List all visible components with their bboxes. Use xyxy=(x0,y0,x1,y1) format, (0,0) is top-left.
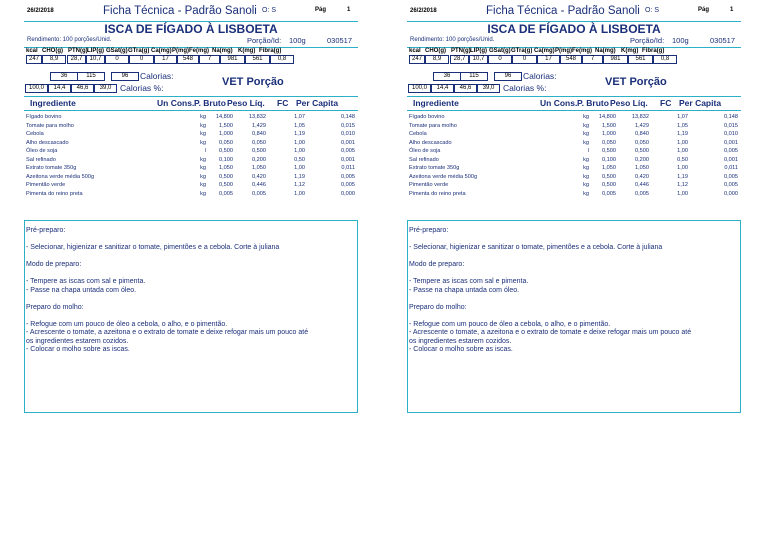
table-cell: 0,005 xyxy=(635,190,649,197)
table-cell: 1,05 xyxy=(294,122,305,129)
page-header xyxy=(407,5,741,22)
table-cell: 0,001 xyxy=(341,156,355,163)
print-date: 26/2/2018 xyxy=(27,8,54,14)
table-row xyxy=(24,182,358,190)
instruction-line: - Tempere as iscas com sal e pimenta. xyxy=(409,278,529,285)
nutrient-header: K(mg) xyxy=(621,48,639,54)
table-cell: 0,005 xyxy=(252,190,266,197)
nutrient-header: Fibra(g) xyxy=(259,48,282,54)
table-cell: 1,050 xyxy=(219,165,233,171)
table-cell: 1,19 xyxy=(294,173,305,180)
table-cell: 1,00 xyxy=(294,190,305,197)
table-row xyxy=(407,114,741,122)
table-cell: Extrato tomate 350g xyxy=(409,165,460,171)
table-cell: 0,500 xyxy=(219,182,233,188)
instruction-line: Modo de preparo: xyxy=(409,261,465,268)
table-cell: 1,500 xyxy=(602,122,616,129)
nutrient-value: 0 xyxy=(512,55,537,64)
nutrient-header: Fibra(g) xyxy=(642,48,665,54)
table-cell: 0,200 xyxy=(635,156,649,163)
instruction-line: - Passe na chapa untada com óleo. xyxy=(409,286,520,294)
calorie-percent-value: 14,4 xyxy=(48,84,71,93)
table-cell: Cebola xyxy=(26,131,44,137)
table-row xyxy=(24,174,358,182)
sheet-code: O: S xyxy=(645,7,660,14)
table-row xyxy=(24,165,358,173)
table-cell: Fígado bovino xyxy=(26,114,62,120)
vet-portion-label: VET Porção xyxy=(605,76,667,88)
instruction-line: Preparo do molho: xyxy=(409,303,467,311)
portion-label: Porção/Id: xyxy=(630,36,665,45)
table-cell: kg xyxy=(200,131,206,137)
table-cell: Pimenta do reino preta xyxy=(26,190,83,197)
table-row xyxy=(407,182,741,190)
table-cell: 0,005 xyxy=(602,190,616,197)
table-cell: 0,010 xyxy=(724,131,738,137)
table-cell: Alho descascado xyxy=(26,139,69,146)
table-cell: 0,050 xyxy=(252,139,266,146)
table-header: Un Cons. xyxy=(540,98,578,108)
nutrient-header: P(mg) xyxy=(172,48,189,54)
calorie-percent-value: 46,6 xyxy=(71,84,94,93)
table-cell: Cebola xyxy=(409,131,427,137)
nutrient-value: 247 xyxy=(26,55,42,64)
instruction-line: - Acrescente o tomate, a azeitona e o extrato de tomate e deixe refogar mais um pouco até xyxy=(409,329,692,336)
table-header: Ingrediente xyxy=(413,98,459,108)
recipe-title: ISCA DE FÍGADO À LISBOETA xyxy=(487,22,661,36)
table-cell: kg xyxy=(200,114,206,120)
instruction-line: Preparo do molho: xyxy=(26,303,84,311)
table-header: P. Bruto xyxy=(577,98,609,108)
table-cell: 0,50 xyxy=(677,156,688,163)
table-cell: 0,500 xyxy=(219,148,233,154)
calorie-value: 36 xyxy=(433,72,461,81)
table-header: Per Capita xyxy=(296,98,339,108)
nutrient-header: PTN(g) xyxy=(451,48,471,54)
table-cell: kg xyxy=(583,114,589,120)
calories-percent-label: Calorias %: xyxy=(503,83,547,93)
instruction-line: Pré-preparo: xyxy=(409,227,449,234)
table-cell: 0,148 xyxy=(341,114,355,120)
table-cell: 1,19 xyxy=(677,173,688,180)
table-cell: 13,832 xyxy=(631,114,649,120)
table-cell: kg xyxy=(583,182,589,188)
table-cell: Fígado bovino xyxy=(409,114,445,120)
table-header: Peso Líq. xyxy=(227,98,265,108)
table-cell: 0,011 xyxy=(724,165,738,171)
table-cell: 0,005 xyxy=(341,173,355,180)
table-cell: 0,446 xyxy=(252,182,266,188)
page-label: Pág xyxy=(315,7,327,13)
table-cell: 0,500 xyxy=(219,173,233,180)
calorie-percent-value: 46,6 xyxy=(454,84,477,93)
nutrient-value: 981 xyxy=(220,55,245,64)
table-cell: 1,12 xyxy=(294,182,305,188)
portion-value: 100g xyxy=(289,36,306,45)
table-cell: kg xyxy=(583,131,589,137)
nutrient-header: GTra(g) xyxy=(511,48,533,54)
divider xyxy=(407,96,741,97)
recipe-sheet-left xyxy=(24,5,358,411)
instructions-box xyxy=(407,220,741,413)
vet-portion-label: VET Porção xyxy=(222,76,284,88)
table-cell: Sal refinado xyxy=(26,156,56,163)
table-cell: kg xyxy=(200,156,206,163)
sheet-code: O: S xyxy=(262,7,277,14)
table-cell: kg xyxy=(200,165,206,171)
recipe-yield: Rendimento: 100 porções/Unid. xyxy=(27,37,112,43)
table-row xyxy=(24,131,358,139)
table-row xyxy=(24,191,358,199)
calories-label: Calorias: xyxy=(523,71,557,81)
nutrient-value: 247 xyxy=(409,55,425,64)
table-cell: 1,050 xyxy=(252,165,266,171)
table-cell: 1,05 xyxy=(677,122,688,129)
calorie-value: 115 xyxy=(77,72,105,81)
table-cell: Azeitona verde média 500g xyxy=(26,173,95,180)
nutrient-value: 981 xyxy=(603,55,628,64)
instruction-line: Pré-preparo: xyxy=(26,227,66,234)
table-cell: 0,148 xyxy=(724,114,738,120)
calorie-percent-value: 100,0 xyxy=(25,84,48,93)
table-cell: kg xyxy=(583,165,589,171)
table-cell: 0,005 xyxy=(724,182,738,188)
nutrient-value: 17 xyxy=(537,55,560,64)
instruction-line: - Acrescente o tomate, a azeitona e o extrato de tomate e deixe refogar mais um pouco até xyxy=(26,329,309,336)
table-cell: 0,840 xyxy=(252,131,266,137)
recipe-id: 030517 xyxy=(710,36,736,45)
nutrient-header: LIP(g) xyxy=(87,48,104,54)
table-header: FC xyxy=(277,98,289,108)
table-cell: kg xyxy=(200,190,206,197)
divider xyxy=(24,110,358,111)
table-cell: 0,015 xyxy=(341,122,355,129)
table-cell: 1,429 xyxy=(635,122,649,129)
table-cell: 0,001 xyxy=(724,156,738,163)
divider xyxy=(407,110,741,111)
table-cell: 0,500 xyxy=(602,182,616,188)
table-row xyxy=(407,165,741,173)
nutrient-value: 17 xyxy=(154,55,177,64)
table-cell: 0,015 xyxy=(724,122,738,129)
table-header: Ingrediente xyxy=(30,98,76,108)
table-cell: l xyxy=(204,148,206,154)
nutrient-header: Ca(mg) xyxy=(151,48,172,54)
table-cell: 0,100 xyxy=(219,156,233,163)
table-header: Per Capita xyxy=(679,98,722,108)
table-cell: 0,010 xyxy=(341,131,355,137)
instruction-line: os ingredientes estarem cozidos. xyxy=(409,337,512,345)
table-cell: 14,800 xyxy=(215,114,233,120)
calorie-percent-value: 39,0 xyxy=(94,84,117,93)
table-cell: 0,000 xyxy=(341,190,355,197)
nutrient-value: 28,7 xyxy=(67,55,86,64)
table-header: P. Bruto xyxy=(194,98,226,108)
table-cell: 1,00 xyxy=(677,190,688,197)
table-cell: 0,050 xyxy=(602,139,616,146)
table-row xyxy=(24,114,358,122)
calorie-value: 115 xyxy=(460,72,488,81)
sheet-title: Ficha Técnica - Padrão Sanoli xyxy=(103,5,257,17)
nutrient-header: Ca(mg) xyxy=(534,48,555,54)
table-cell: 1,00 xyxy=(677,148,688,154)
calorie-percent-value: 100,0 xyxy=(408,84,431,93)
table-row xyxy=(407,148,741,156)
table-row xyxy=(407,123,741,131)
nutrient-header: Fe(mg) xyxy=(572,48,592,54)
table-cell: Pimentão verde xyxy=(26,182,66,188)
instruction-line: os ingredientes estarem cozidos. xyxy=(26,337,129,345)
table-cell: Tomate para molho xyxy=(26,122,74,129)
nutrient-value: 548 xyxy=(560,55,582,64)
table-cell: 1,000 xyxy=(602,131,616,137)
table-cell: 0,000 xyxy=(724,190,738,197)
table-cell: 1,00 xyxy=(677,165,688,171)
nutrient-value: 10,7 xyxy=(469,55,488,64)
nutrient-header: CHO(g) xyxy=(425,48,446,54)
table-cell: 1,00 xyxy=(294,165,305,171)
table-cell: kg xyxy=(583,173,589,180)
table-cell: Pimenta do reino preta xyxy=(409,190,466,197)
table-row xyxy=(407,191,741,199)
nutrient-value: 8,9 xyxy=(42,55,66,64)
nutrient-value: 0 xyxy=(129,55,154,64)
table-cell: 0,001 xyxy=(341,139,355,146)
nutrient-header: LIP(g) xyxy=(470,48,487,54)
table-cell: 1,00 xyxy=(294,148,305,154)
table-cell: 1,07 xyxy=(677,114,688,120)
table-cell: 1,050 xyxy=(635,165,649,171)
page-number: 1 xyxy=(730,7,734,13)
table-cell: 0,050 xyxy=(635,139,649,146)
instruction-line: - Selecionar, higienizar e sanitizar o tomate, pimentões e a cebola. Corte à juliana xyxy=(26,244,280,251)
table-cell: 0,005 xyxy=(724,173,738,180)
table-cell: kg xyxy=(200,122,206,129)
table-header: Peso Líq. xyxy=(610,98,648,108)
table-cell: 14,800 xyxy=(598,114,616,120)
table-cell: 1,000 xyxy=(219,131,233,137)
table-header: FC xyxy=(660,98,672,108)
instruction-line: - Refogue com um pouco de óleo a cebola, o alho, e o pimentão. xyxy=(26,320,228,328)
table-cell: l xyxy=(587,148,589,154)
table-cell: 1,19 xyxy=(677,131,688,137)
recipe-sheet-right xyxy=(407,5,741,411)
table-cell: Tomate para molho xyxy=(409,122,457,129)
table-cell: 0,200 xyxy=(252,156,266,163)
table-cell: Alho descascado xyxy=(409,139,452,146)
table-cell: 0,500 xyxy=(602,148,616,154)
table-cell: kg xyxy=(200,139,206,146)
table-cell: Azeitona verde média 500g xyxy=(409,173,478,180)
calorie-value: 36 xyxy=(50,72,78,81)
nutrient-header: kcal xyxy=(409,48,421,54)
table-cell: 0,050 xyxy=(219,139,233,146)
table-row xyxy=(407,131,741,139)
page-header xyxy=(24,5,358,22)
instruction-line: - Refogue com um pouco de óleo a cebola, o alho, e o pimentão. xyxy=(409,320,611,328)
nutrient-value: 548 xyxy=(177,55,199,64)
nutrient-header: kcal xyxy=(26,48,38,54)
table-cell: 0,500 xyxy=(252,148,266,154)
table-cell: 1,500 xyxy=(219,122,233,129)
nutrient-value: 8,9 xyxy=(425,55,449,64)
nutrient-header: CHO(g) xyxy=(42,48,63,54)
table-cell: 1,19 xyxy=(294,131,305,137)
nutrient-header: Na(mg) xyxy=(212,48,233,54)
calorie-value: 96 xyxy=(494,72,522,81)
table-cell: kg xyxy=(583,190,589,197)
page-number: 1 xyxy=(347,7,351,13)
table-cell: 0,011 xyxy=(341,165,355,171)
nutrient-header: GTra(g) xyxy=(128,48,150,54)
table-cell: 0,005 xyxy=(341,182,355,188)
table-cell: Extrato tomate 350g xyxy=(26,165,77,171)
calorie-value: 96 xyxy=(111,72,139,81)
table-cell: 1,00 xyxy=(294,139,305,146)
table-cell: 0,001 xyxy=(724,139,738,146)
nutrient-header: K(mg) xyxy=(238,48,256,54)
instruction-line: - Passe na chapa untada com óleo. xyxy=(26,286,137,294)
page-label: Pág xyxy=(698,7,710,13)
instructions-box xyxy=(24,220,358,413)
nutrient-header: Na(mg) xyxy=(595,48,616,54)
recipe-yield: Rendimento: 100 porções/Unid. xyxy=(410,37,495,43)
instruction-line: - Colocar o molho sobre as iscas. xyxy=(409,346,513,353)
recipe-id: 030517 xyxy=(327,36,353,45)
recipe-title: ISCA DE FÍGADO À LISBOETA xyxy=(104,22,278,36)
nutrient-value: 0 xyxy=(488,55,512,64)
table-cell: 0,005 xyxy=(219,190,233,197)
nutrient-value: 0 xyxy=(105,55,129,64)
divider xyxy=(24,96,358,97)
nutrient-header: PTN(g) xyxy=(68,48,88,54)
table-row xyxy=(24,157,358,165)
nutrient-header: Fe(mg) xyxy=(189,48,209,54)
table-cell: 1,00 xyxy=(677,139,688,146)
table-cell: 0,100 xyxy=(602,156,616,163)
nutrient-value: 561 xyxy=(245,55,270,64)
nutrient-header: GSat(g) xyxy=(106,48,128,54)
table-cell: 0,005 xyxy=(724,148,738,154)
instruction-line: Modo de preparo: xyxy=(26,261,82,268)
instruction-line: - Colocar o molho sobre as iscas. xyxy=(26,346,130,353)
nutrient-value: 28,7 xyxy=(450,55,469,64)
table-cell: 0,840 xyxy=(635,131,649,137)
calories-label: Calorias: xyxy=(140,71,174,81)
table-row xyxy=(24,140,358,148)
table-cell: Óleo de soja xyxy=(409,148,441,154)
table-cell: 0,005 xyxy=(341,148,355,154)
table-cell: 1,050 xyxy=(602,165,616,171)
table-cell: 0,500 xyxy=(602,173,616,180)
table-row xyxy=(407,140,741,148)
calories-percent-label: Calorias %: xyxy=(120,83,164,93)
nutrient-value: 7 xyxy=(199,55,220,64)
table-cell: Pimentão verde xyxy=(409,182,449,188)
table-row xyxy=(24,148,358,156)
table-cell: kg xyxy=(200,173,206,180)
nutrient-value: 10,7 xyxy=(86,55,105,64)
nutrient-value: 0,8 xyxy=(653,55,677,64)
table-cell: Sal refinado xyxy=(409,156,439,163)
table-cell: 13,832 xyxy=(248,114,266,120)
table-cell: 0,50 xyxy=(294,156,305,163)
table-row xyxy=(24,123,358,131)
table-row xyxy=(407,157,741,165)
table-row xyxy=(407,174,741,182)
table-cell: kg xyxy=(583,139,589,146)
table-header: Un Cons. xyxy=(157,98,195,108)
table-cell: 0,446 xyxy=(635,182,649,188)
table-cell: kg xyxy=(200,182,206,188)
table-cell: Óleo de soja xyxy=(26,148,58,154)
calorie-percent-value: 14,4 xyxy=(431,84,454,93)
nutrient-header: P(mg) xyxy=(555,48,572,54)
table-cell: 0,500 xyxy=(635,148,649,154)
table-cell: 0,420 xyxy=(252,173,266,180)
nutrient-value: 561 xyxy=(628,55,653,64)
portion-label: Porção/Id: xyxy=(247,36,282,45)
instruction-line: - Tempere as iscas com sal e pimenta. xyxy=(26,278,146,285)
instruction-line: - Selecionar, higienizar e sanitizar o tomate, pimentões e a cebola. Corte à juliana xyxy=(409,244,663,251)
table-cell: kg xyxy=(583,156,589,163)
table-cell: 1,429 xyxy=(252,122,266,129)
table-cell: 1,12 xyxy=(677,182,688,188)
nutrient-value: 0,8 xyxy=(270,55,294,64)
nutrient-header: GSat(g) xyxy=(489,48,511,54)
nutrient-value: 7 xyxy=(582,55,603,64)
table-cell: kg xyxy=(583,122,589,129)
calorie-percent-value: 39,0 xyxy=(477,84,500,93)
table-cell: 1,07 xyxy=(294,114,305,120)
sheet-title: Ficha Técnica - Padrão Sanoli xyxy=(486,5,640,17)
table-cell: 0,420 xyxy=(635,173,649,180)
portion-value: 100g xyxy=(672,36,689,45)
print-date: 26/2/2018 xyxy=(410,8,437,14)
